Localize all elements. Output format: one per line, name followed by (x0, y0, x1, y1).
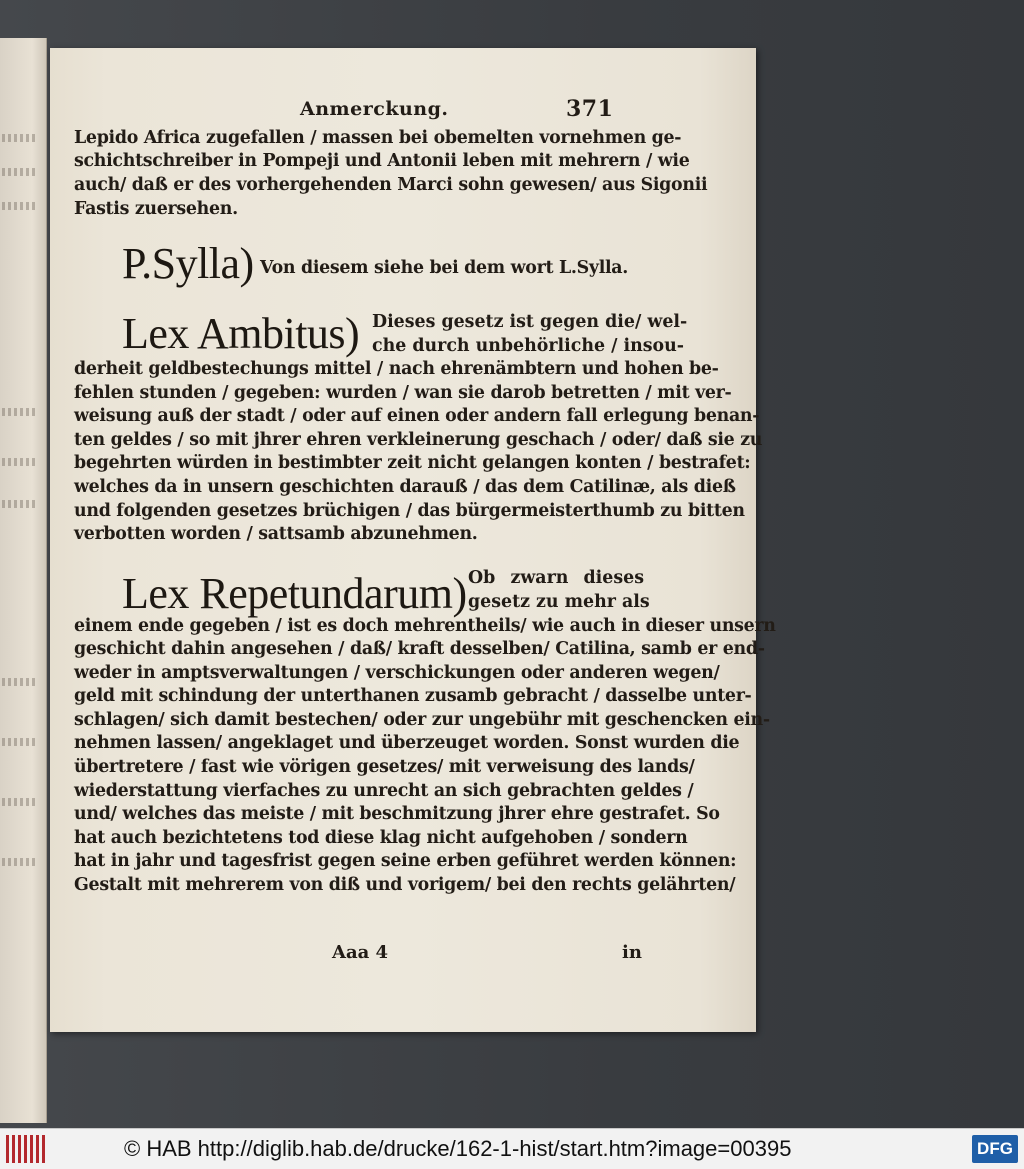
show-through-text (2, 798, 36, 806)
text-line: welches da in unsern geschichten darauß / das dem Catilinæ, als dieß (74, 477, 736, 497)
rubric-lex-ambitus: Lex Ambitus) (122, 309, 360, 358)
show-through-text (2, 678, 36, 686)
text-line: und/ welches das meiste / mit beschmitzung jhrer ehre gestrafet. So (74, 804, 720, 824)
show-through-text (2, 500, 36, 508)
text-line: Dieses gesetz ist gegen die/ wel- (372, 312, 688, 332)
text-line: schlagen/ sich damit bestechen/ oder zur ungebühr mit geschencken ein- (74, 710, 770, 730)
text-line: weder in amptsverwaltungen / verschickungen oder anderen wegen/ (74, 663, 720, 683)
book-page (50, 48, 776, 1032)
text-line: Von diesem siehe bei dem wort L.Sylla. (260, 258, 629, 278)
text-line: wiederstattung vierfaches zu unrecht an sich gebrachten geldes / (74, 781, 694, 801)
running-header (50, 96, 756, 126)
text-line: hat in jahr und tagesfrist gegen seine erben geführet werden können: (74, 851, 737, 871)
hab-logo-icon (6, 1135, 46, 1163)
show-through-text (2, 738, 36, 746)
text-line: derheit geldbestechungs mittel / nach ehrenämbtern und hohen be- (74, 359, 719, 379)
text-line: ten geldes / so mit jhrer ehren verkleinerung geschach / oder/ daß sie zu (74, 430, 763, 450)
facing-page-edge (0, 38, 47, 1123)
show-through-text (2, 168, 36, 176)
text-line: geld mit schindung der unterthanen zusamb gebracht / dasselbe unter- (74, 686, 752, 706)
show-through-text (2, 202, 36, 210)
text-line: weisung auß der stadt / oder auf einen oder andern fall erlegung benan- (74, 406, 760, 426)
text-line: nehmen lassen/ angeklaget und überzeuget worden. Sonst wurden die (74, 733, 740, 753)
rubric-p-sylla: P.Sylla) (122, 239, 254, 288)
text-line: einem ende gegeben / ist es doch mehrentheils/ wie auch in dieser unsern (74, 616, 776, 636)
text-line: verbotten worden / sattsamb abzunehmen. (74, 524, 478, 544)
rubric-lex-repetundarum: Lex Repetundarum) (122, 569, 467, 618)
source-credit[interactable]: © HAB http://diglib.hab.de/drucke/162-1-hist/start.htm?image=00395 (124, 1136, 792, 1161)
text-line: auch/ daß er des vorhergehenden Marci sohn gewesen/ aus Sigonii (74, 175, 708, 195)
page-number: 371 (566, 96, 614, 122)
text-line: Ob zwarn dieses (468, 568, 644, 588)
text-line: geschicht dahin angesehen / daß/ kraft desselben/ Catilina, samb er end- (74, 639, 765, 659)
text-line: Gestalt mit mehrerem von diß und vorigem/ bei den rechts gelährten/ (74, 875, 736, 895)
text-line: Lepido Africa zugefallen / massen bei obemelten vornehmen ge- (74, 128, 682, 148)
text-line: Fastis zuersehen. (74, 199, 238, 219)
running-title: Anmerckung. (300, 98, 449, 120)
text-line: schichtschreiber in Pompeji und Antonii leben mit mehrern / wie (74, 151, 690, 171)
text-line: und folgenden gesetzes brüchigen / das bürgermeisterthumb zu bitten (74, 501, 745, 521)
text-line: gesetz zu mehr als (468, 592, 650, 612)
show-through-text (2, 408, 36, 416)
text-line: begehrten würden in bestimbter zeit nicht gelangen konten / bestrafet: (74, 453, 751, 473)
text-line: fehlen stunden / gegeben: wurden / wan sie darob betretten / mit ver- (74, 383, 732, 403)
signature-mark: Aaa 4 (332, 942, 389, 963)
show-through-text (2, 134, 36, 142)
text-line: übertretere / fast wie vörigen gesetzes/ mit verweisung des lands/ (74, 757, 695, 777)
show-through-text (2, 458, 36, 466)
footer-bar (0, 1128, 1024, 1169)
catchword: in (622, 942, 642, 963)
text-line: che durch unbehörliche / insou- (372, 336, 684, 356)
dfg-logo-badge: DFG (972, 1135, 1018, 1163)
text-line: hat auch bezichtetens tod diese klag nicht aufgehoben / sondern (74, 828, 688, 848)
show-through-text (2, 858, 36, 866)
